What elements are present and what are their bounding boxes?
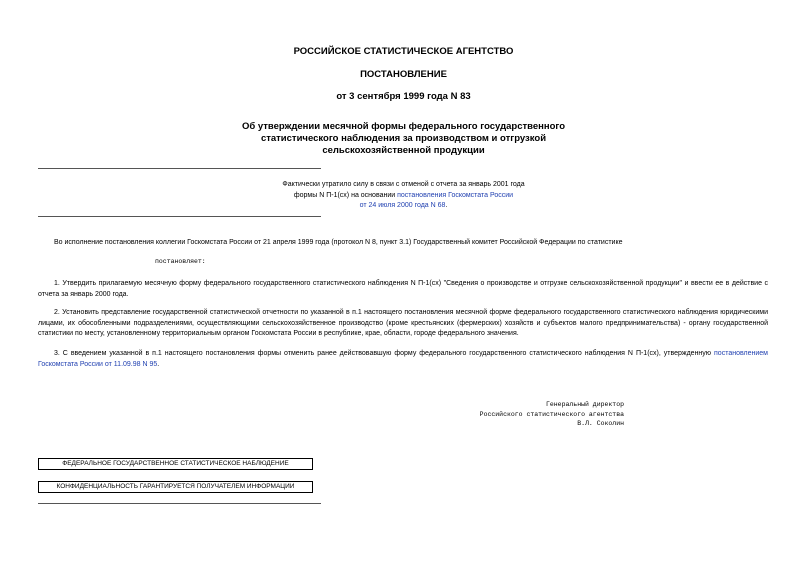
title-line-2: статистического наблюдения за производством и отгрузкой [260,133,547,144]
signature-block [420,400,624,429]
decrees-word: постановляет: [155,258,206,265]
status-note [200,180,607,212]
status-note-suffix: . [445,202,448,209]
confidentiality-box: КОНФИДЕНЦИАЛЬНОСТЬ ГАРАНТИРУЕТСЯ ПОЛУЧАТЕЛЕМ ИНФОРМАЦИИ [38,481,313,493]
signature-name: В.Л. Соколин [577,420,624,427]
document-type: ПОСТАНОВЛЕНИЕ [360,69,447,80]
paragraph-1: 1. Утвердить прилагаемую месячную форму федерального государственного статистического наблюдения N П-1(сх) "Сведения о производстве и отгрузке сельскохозяйственной продукции" и ввести ее в действие с отчета за январь 2000 года. [38,280,768,298]
document-title [200,121,607,157]
status-note-prefix: формы N П-1(сх) на основании [293,191,398,199]
divider-top [38,168,321,169]
paragraph-3-text: 3. С введением указанной в п.1 настоящего постановления формы отменить ранее действовавшую форму федерального государственного статистического наблюдения N П-1(сх), утвержденную [54,350,715,357]
repeal-decree-date-link[interactable]: от 24 июля 2000 года N 68 [359,202,446,209]
document-date: от 3 сентября 1999 года N 83 [336,91,471,102]
previous-decree-link[interactable]: постановлением [714,350,768,357]
divider-footer [38,503,321,504]
status-note-line-3 [200,201,607,212]
repeal-decree-link[interactable]: постановления Госкомстата России [397,191,514,199]
status-note-line-1: Фактически утратило силу в связи с отменой с отчета за январь 2001 года [282,181,525,188]
agency-name: РОССИЙСКОЕ СТАТИСТИЧЕСКОЕ АГЕНТСТВО [293,46,514,57]
signature-position-1: Генеральный директор [545,401,624,408]
paragraph-3 [38,349,768,370]
signature-position-2: Российского статистического агентства [479,410,624,418]
paragraph-3-end: . [157,360,160,368]
title-line-3: сельскохозяйственной продукции [322,145,485,156]
title-line-1: Об утверждении месячной формы федерального государственного [241,121,566,132]
federal-observation-box: ФЕДЕРАЛЬНОЕ ГОСУДАРСТВЕННОЕ СТАТИСТИЧЕСКОЕ НАБЛЮДЕНИЕ [38,458,313,470]
paragraph-2: 2. Установить представление государственной статистической отчетности по указанной в п.1 настоящего постановления месячной форме федерального государственного статистического наблюдения юридическими лицами, их обособленными подразделениями, осуществляющими сельскохозяйственное производство (кроме крестьянских (фермерских) хозяйств и субъектов малого предпринимательства) - органу государственной статистики по месту, установленному территориальным органом Госкомстата России в республике, крае, области, городе федерального значения. [38,309,768,337]
previous-decree-date-link[interactable]: Госкомстата России от 11.09.98 N 95 [38,360,158,368]
divider-bottom [38,216,321,217]
preamble: Во исполнение постановления коллегии Госкомстата России от 21 апреля 1999 года (протокол N 8, пункт 3.1) Государственный комитет Российской Федерации по статистике [54,239,623,246]
status-note-line-2 [200,191,607,202]
